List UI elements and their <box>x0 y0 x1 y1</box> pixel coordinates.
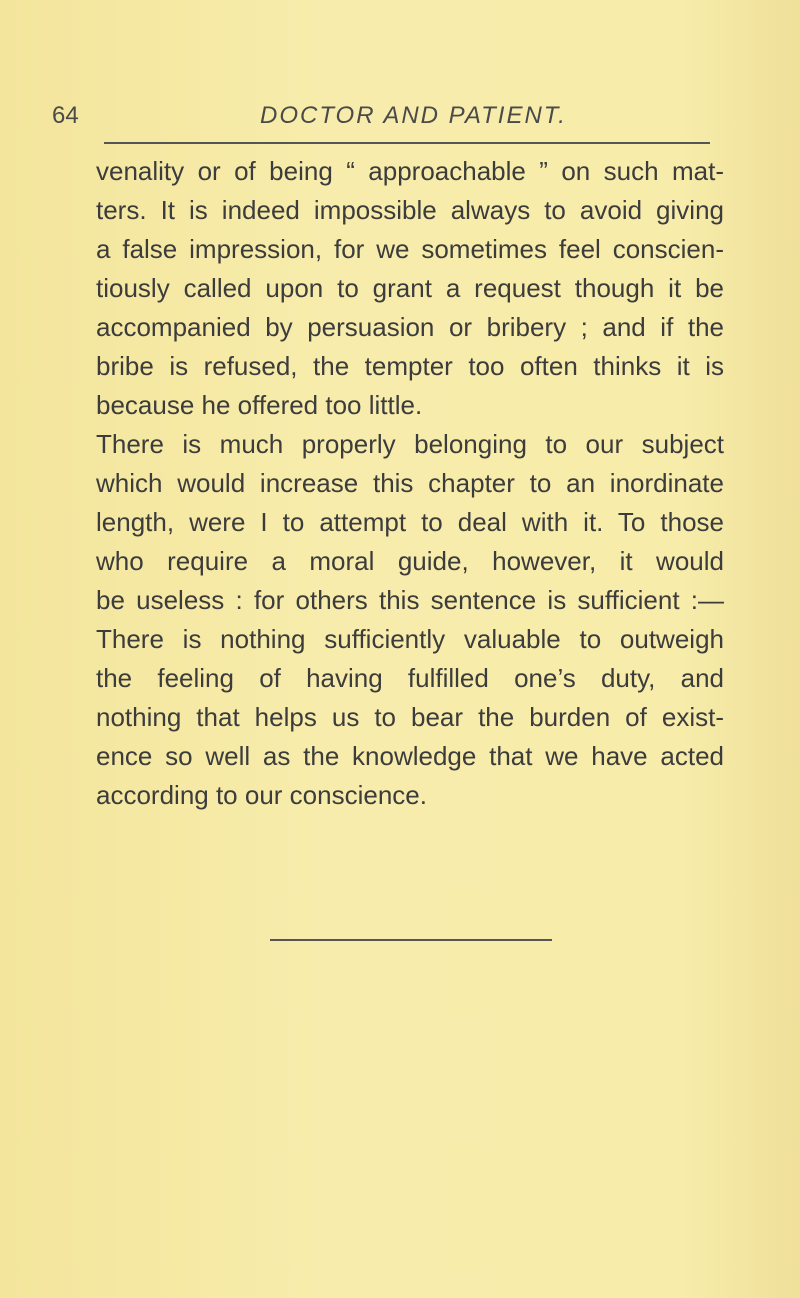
text-line: tiously called upon to grant a request though it be <box>96 273 724 303</box>
text-line: venality or of being “ approachable ” on such mat- <box>96 156 724 186</box>
body-text <box>96 152 724 815</box>
text-line: who require a moral guide, however, it would <box>96 546 724 576</box>
text-line: be useless : for others this sentence is sufficient :— <box>96 585 724 615</box>
text-line: ence so well as the knowledge that we have acted <box>96 741 724 771</box>
text-line: There is nothing sufficiently valuable to outweigh <box>96 624 724 654</box>
text-line: nothing that helps us to bear the burden of exist- <box>96 702 724 732</box>
page-header <box>52 102 712 138</box>
text-line: because he offered too little. <box>96 390 423 420</box>
running-head: DOCTOR AND PATIENT. <box>260 102 567 129</box>
text-line: the feeling of having fulfilled one’s duty, and <box>96 663 724 693</box>
text-line: a false impression, for we sometimes feel conscien- <box>96 234 724 264</box>
text-line: bribe is refused, the tempter too often thinks it is <box>96 351 724 381</box>
page-number: 64 <box>52 102 79 129</box>
footer-rule <box>270 939 552 941</box>
text-line: accompanied by persuasion or bribery ; and if the <box>96 312 724 342</box>
header-rule <box>104 142 710 144</box>
text-line: according to our conscience. <box>96 780 427 810</box>
text-line: length, were I to attempt to deal with it. To those <box>96 507 724 537</box>
text-line: ters. It is indeed impossible always to avoid giving <box>96 195 724 225</box>
text-line: which would increase this chapter to an inordinate <box>96 468 724 498</box>
text-line: There is much properly belonging to our subject <box>96 429 724 459</box>
